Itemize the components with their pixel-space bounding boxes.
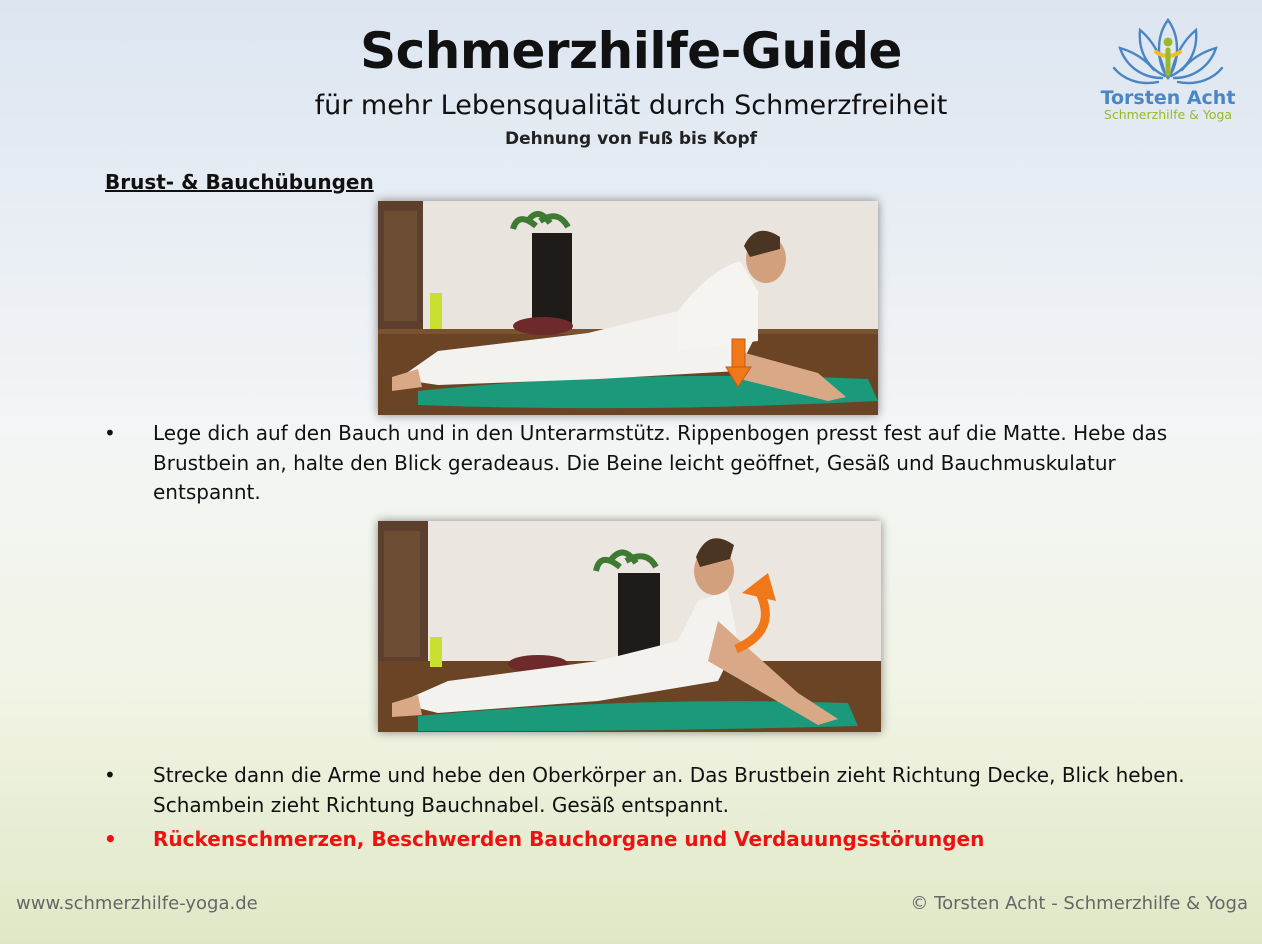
lotus-figure-icon: [1108, 12, 1228, 90]
section-title: Brust- & Bauchübungen: [105, 170, 374, 194]
logo-name: Torsten Acht: [1100, 87, 1236, 109]
page-subsubtitle: Dehnung von Fuß bis Kopf: [504, 129, 758, 149]
exercise-photo-2: [378, 521, 881, 732]
exercise-text-1: Lege dich auf den Bauch und in den Unterarmstütz. Rippenbogen presst fest auf die Matte. Hebe das Brustbein an, halte den Blick geradeaus. Die Beine leicht geöffnet, Gesäß und Bauchmuskulatur entspannt.: [153, 421, 1168, 504]
page-title: Schmerzhilfe-Guide: [360, 22, 902, 80]
exercise-photo-1: [378, 201, 878, 415]
bullet-2: •: [104, 763, 116, 787]
bullet-3: •: [104, 827, 117, 851]
footer-copyright: © Torsten Acht - Schmerzhilfe & Yoga: [910, 893, 1248, 914]
logo-tagline: Schmerzhilfe & Yoga: [1103, 107, 1233, 122]
highlight-text: Rückenschmerzen, Beschwerden Bauchorgane und Verdauungsstörungen: [153, 827, 985, 851]
footer-website[interactable]: www.schmerzhilfe-yoga.de: [16, 893, 258, 914]
page-subtitle: für mehr Lebensqualität durch Schmerzfreiheit: [314, 90, 948, 121]
exercise-text-2: Strecke dann die Arme und hebe den Oberkörper an. Das Brustbein zieht Richtung Decke, Blick heben. Schambein zieht Richtung Bauchnabel. Gesäß entspannt.: [153, 763, 1185, 817]
brand-logo: [1098, 12, 1238, 130]
bullet-1: •: [104, 421, 116, 445]
